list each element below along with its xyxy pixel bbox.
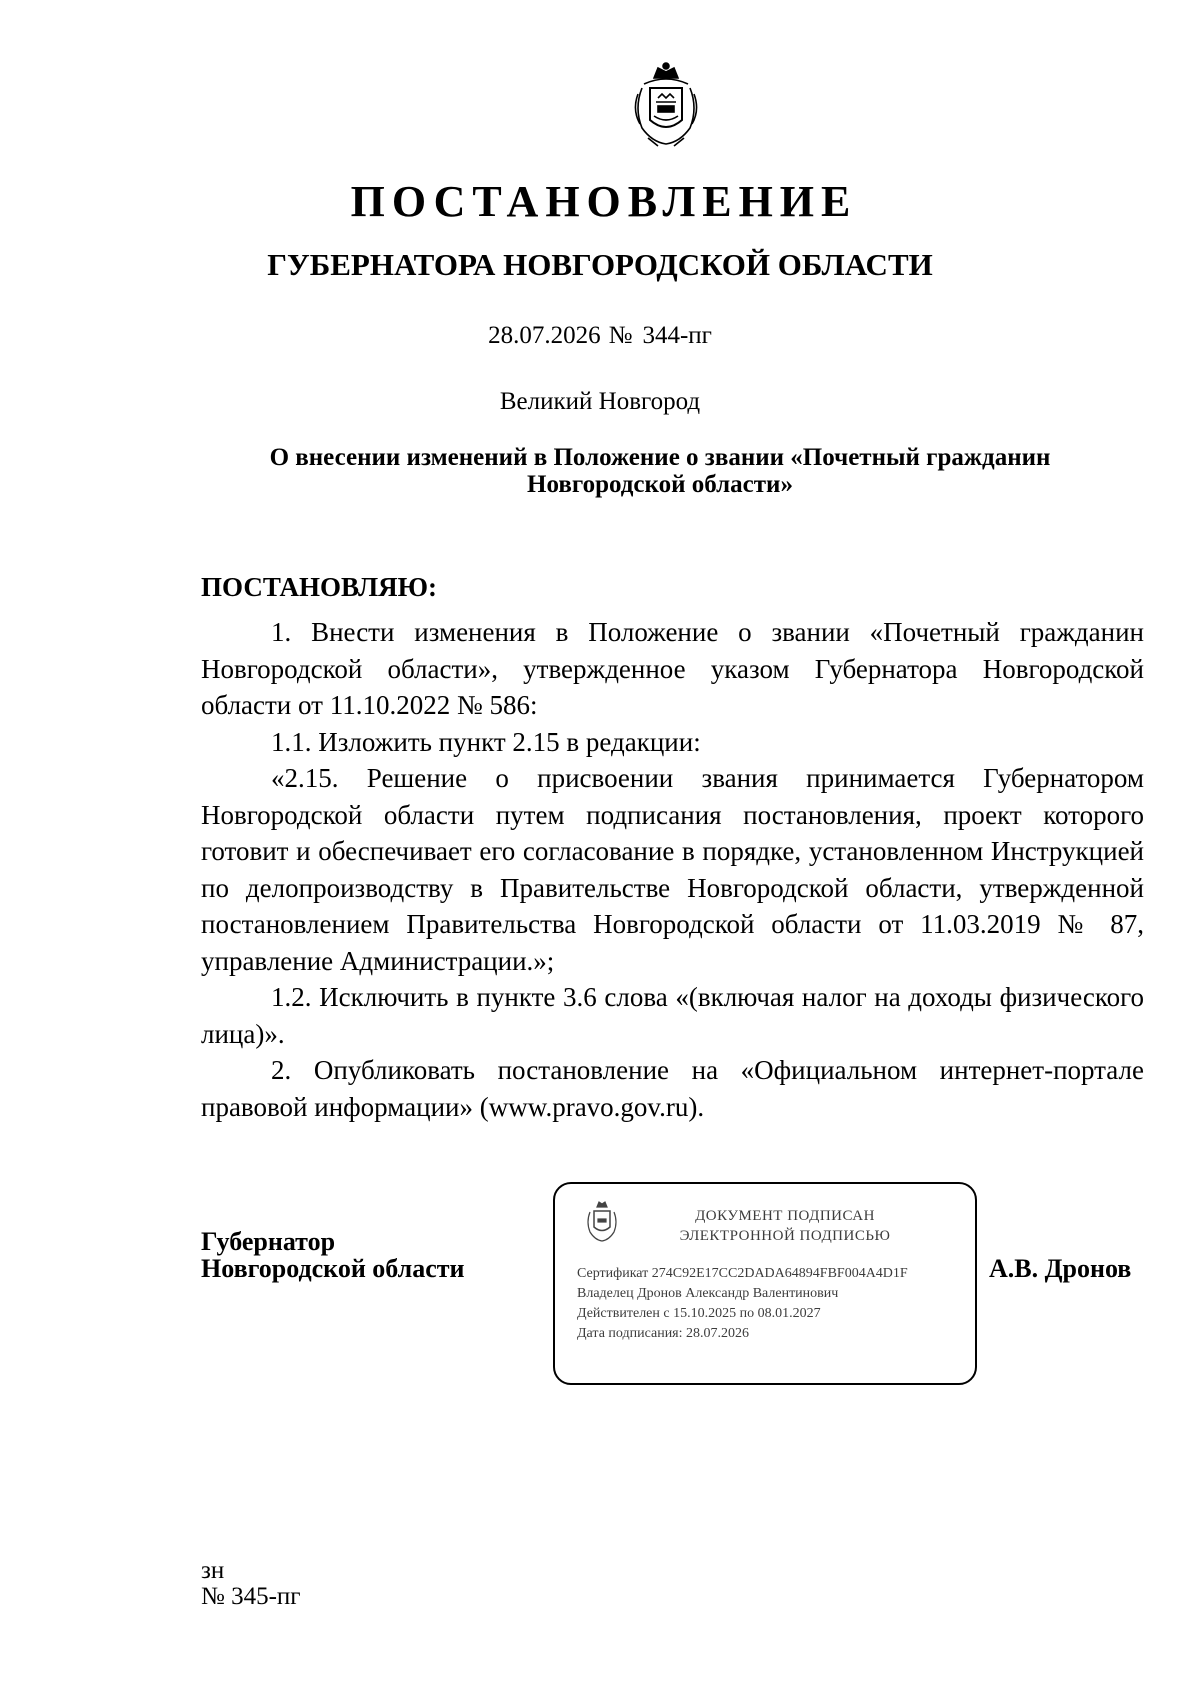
stamp-heading-line: ЭЛЕКТРОННОЙ ПОДПИСЬЮ [679,1228,891,1244]
footer-line: зн [201,1557,225,1584]
paragraph: 1.1. Изложить пункт 2.15 в редакции: [271,726,701,757]
document-title: О внесении изменений в Положение о звании «Почетный гражданин Новгородской области» [269,444,1051,498]
stamp-details [577,1264,908,1344]
validity-line: Действителен с 15.10.2025 по 08.01.2027 [577,1306,821,1321]
paragraph: 1.2. Исключить в пункте 3.6 слова «(включая налог на доходы физического лица)». [201,982,1144,1049]
certificate-line: Сертификат 274C92E17CC2DADA64894FBF004A4D1F [577,1266,908,1281]
owner-line: Владелец Дронов Александр Валентинович [577,1286,839,1301]
stamp-heading [655,1206,915,1246]
signatory-name: А.В. Дронов [989,1254,1132,1283]
paragraph: 2. Опубликовать постановление на «Официальном интернет-портале правовой информации» (www.pravo.gov.ru). [201,1055,1144,1122]
decree-heading: ПОСТАНОВЛЯЮ: [201,572,437,602]
document-type-title: ПОСТАНОВЛЕНИЕ [350,177,858,226]
coat-of-arms-icon [584,1198,620,1244]
paragraph: «2.15. Решение о присвоении звания принимается Губернатором Новгородской области путем подписания постановления, проект которого готовит и обеспечивает его согласование в порядке, установленном Инструкцией по делопроизводству в Правительстве Новгородской области, утвержденной постановлением Правительства Новгородской области от 11.03.2019 № 87, управление Администрации.»; [201,763,1144,976]
footer-line: № 345-пг [201,1583,301,1610]
signatory-position [201,1228,465,1282]
issuer-subtitle: ГУБЕРНАТОРА НОВГОРОДСКОЙ ОБЛАСТИ [267,247,933,282]
stamp-heading-line: ДОКУМЕНТ ПОДПИСАН [695,1208,875,1224]
coat-of-arms-icon [628,58,704,152]
position-line: Губернатор [201,1227,336,1256]
city-name: Великий Новгород [499,388,701,415]
document-number: 344-пг [642,322,712,349]
position-line: Новгородской области [201,1254,465,1283]
e-signature-stamp [553,1182,977,1385]
document-body [201,614,1144,1125]
document-date: 28.07.2026 [488,322,601,349]
number-sign: № [608,322,633,349]
signed-date-line: Дата подписания: 28.07.2026 [577,1326,750,1341]
paragraph: 1. Внести изменения в Положение о звании «Почетный гражданин Новгородской области», утвержденное указом Губернатора Новгородской области от 11.10.2022 № 586: [201,617,1144,720]
date-number-line [0,320,1200,352]
footer-note [201,1558,301,1610]
